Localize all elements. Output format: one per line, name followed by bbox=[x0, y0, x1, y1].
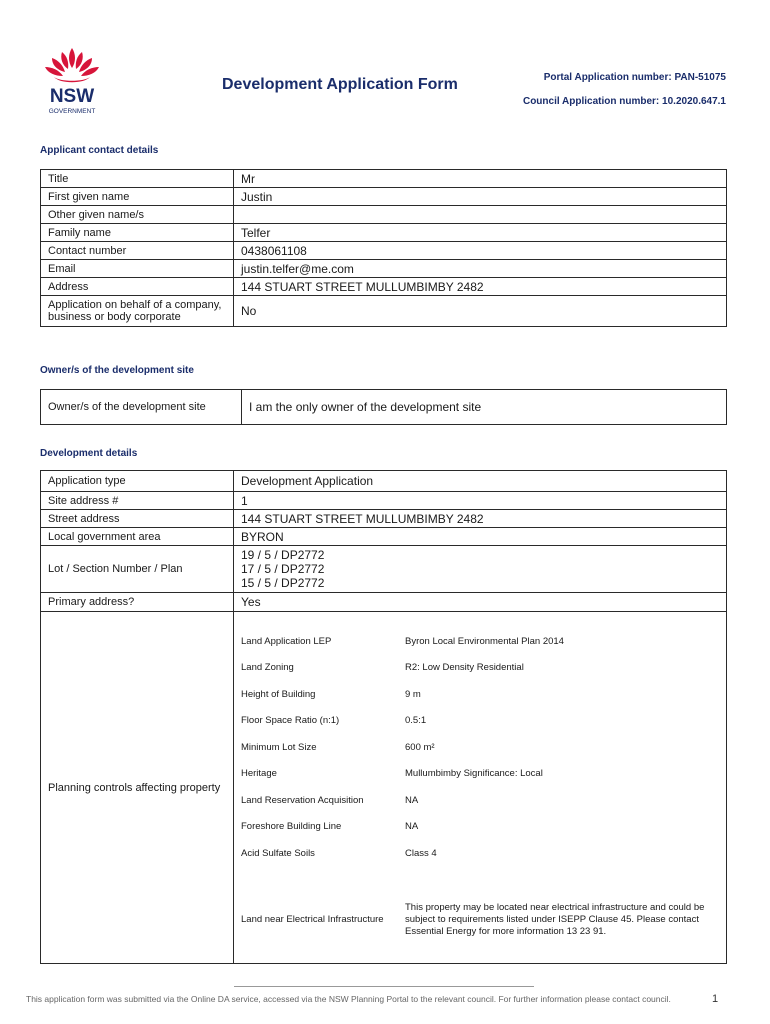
behalf-label-line-1: Application on behalf of a company, bbox=[48, 299, 222, 311]
control-name: Floor Space Ratio (n:1) bbox=[241, 715, 340, 727]
table-row bbox=[41, 528, 727, 546]
row-label: Email bbox=[41, 260, 234, 278]
control-name: Foreshore Building Line bbox=[241, 821, 342, 833]
behalf-label-line-2: business or body corporate bbox=[48, 311, 181, 323]
row-value: Telfer bbox=[234, 224, 727, 242]
control-name: Acid Sulfate Soils bbox=[241, 847, 315, 859]
row-value bbox=[234, 546, 727, 593]
control-value: R2: Low Density Residential bbox=[405, 662, 524, 674]
document-title: Development Application Form bbox=[222, 76, 458, 93]
portal-application-number: Portal Application number: PAN-51075 bbox=[543, 72, 726, 83]
row-label: Site address # bbox=[41, 492, 234, 510]
table-row bbox=[41, 224, 727, 242]
list-item bbox=[241, 655, 719, 682]
row-value: Mr bbox=[234, 170, 727, 188]
table-row bbox=[41, 390, 727, 425]
owners-table bbox=[40, 389, 727, 425]
row-label: Local government area bbox=[41, 528, 234, 546]
table-row bbox=[41, 242, 727, 260]
control-value: Mullumbimby Significance: Local bbox=[405, 768, 543, 780]
row-value: Development Application bbox=[234, 471, 727, 492]
control-value: Class 4 bbox=[405, 847, 437, 859]
row-label: Lot / Section Number / Plan bbox=[41, 546, 234, 593]
control-value: NA bbox=[405, 821, 419, 833]
list-item bbox=[241, 814, 719, 841]
table-row bbox=[41, 206, 727, 224]
list-item bbox=[241, 867, 719, 955]
control-name: Heritage bbox=[241, 768, 277, 780]
table-row bbox=[41, 593, 727, 612]
footer-divider bbox=[234, 986, 534, 987]
lot-item: 19 / 5 / DP2772 bbox=[241, 548, 325, 562]
row-value: BYRON bbox=[234, 528, 727, 546]
control-name: Land near Electrical Infrastructure bbox=[241, 914, 384, 925]
row-label: Contact number bbox=[41, 242, 234, 260]
table-row bbox=[41, 546, 727, 593]
row-label: Title bbox=[41, 170, 234, 188]
control-value: 9 m bbox=[405, 688, 421, 700]
table-row bbox=[41, 296, 727, 327]
row-label: Family name bbox=[41, 224, 234, 242]
table-row bbox=[41, 260, 727, 278]
control-value: This property may be located near electrical infrastructure and could be subject to requirements listed under ISEPP Clause 45. Please contact Essential Energy for more information 13 23 91. bbox=[405, 901, 705, 937]
table-row bbox=[41, 510, 727, 528]
list-item bbox=[241, 840, 719, 867]
development-table bbox=[40, 470, 727, 964]
row-value: I am the only owner of the development site bbox=[242, 390, 727, 425]
row-value: justin.telfer@me.com bbox=[234, 260, 727, 278]
list-item bbox=[241, 787, 719, 814]
row-label: Street address bbox=[41, 510, 234, 528]
list-item bbox=[241, 761, 719, 788]
control-value: 0.5:1 bbox=[405, 715, 427, 727]
logo-subtext: GOVERNMENT bbox=[48, 108, 96, 115]
list-item bbox=[241, 708, 719, 735]
control-name: Land Application LEP bbox=[241, 635, 332, 647]
list-item bbox=[241, 628, 719, 655]
page-number: 1 bbox=[712, 993, 719, 1005]
lot-item: 17 / 5 / DP2772 bbox=[241, 562, 325, 576]
planning-controls-cell bbox=[234, 612, 727, 964]
row-value: Justin bbox=[234, 188, 727, 206]
council-application-number: Council Application number: 10.2020.647.1 bbox=[522, 96, 726, 107]
row-label: Primary address? bbox=[41, 593, 234, 612]
control-name: Minimum Lot Size bbox=[241, 741, 317, 753]
table-row bbox=[41, 188, 727, 206]
list-item bbox=[241, 681, 719, 708]
row-label: Other given name/s bbox=[41, 206, 234, 224]
row-label bbox=[41, 296, 234, 327]
applicant-table bbox=[40, 169, 727, 327]
table-row bbox=[41, 492, 727, 510]
row-value: Yes bbox=[234, 593, 727, 612]
control-name: Land Reservation Acquisition bbox=[241, 794, 364, 806]
table-row bbox=[41, 278, 727, 296]
section-heading-development: Development details bbox=[40, 448, 138, 459]
row-label: Owner/s of the development site bbox=[41, 390, 242, 425]
table-row bbox=[41, 612, 727, 964]
row-label: Address bbox=[41, 278, 234, 296]
footer-note: This application form was submitted via the Online DA service, accessed via the NSW Planning Portal to the relevant council. For further information please contact council. bbox=[26, 994, 671, 1004]
row-value: No bbox=[234, 296, 727, 327]
control-value: NA bbox=[405, 794, 419, 806]
row-value: 144 STUART STREET MULLUMBIMBY 2482 bbox=[234, 510, 727, 528]
row-value: 1 bbox=[234, 492, 727, 510]
control-value: 600 m² bbox=[405, 741, 435, 753]
nsw-government-logo bbox=[40, 46, 104, 118]
table-row bbox=[41, 170, 727, 188]
section-heading-owners: Owner/s of the development site bbox=[40, 365, 194, 376]
row-label: Planning controls affecting property bbox=[41, 612, 234, 964]
row-value bbox=[234, 206, 727, 224]
control-name: Height of Building bbox=[241, 688, 316, 700]
row-value: 144 STUART STREET MULLUMBIMBY 2482 bbox=[234, 278, 727, 296]
table-row bbox=[41, 471, 727, 492]
section-heading-applicant: Applicant contact details bbox=[40, 145, 159, 156]
control-name: Land Zoning bbox=[241, 662, 294, 674]
control-value: Byron Local Environmental Plan 2014 bbox=[405, 635, 564, 647]
lot-item: 15 / 5 / DP2772 bbox=[241, 576, 325, 590]
waratah-icon bbox=[40, 46, 104, 118]
row-value: 0438061108 bbox=[234, 242, 727, 260]
list-item bbox=[241, 734, 719, 761]
planning-controls-list bbox=[241, 628, 719, 955]
row-label: First given name bbox=[41, 188, 234, 206]
row-label: Application type bbox=[41, 471, 234, 492]
logo-wordmark: NSW bbox=[49, 86, 95, 107]
